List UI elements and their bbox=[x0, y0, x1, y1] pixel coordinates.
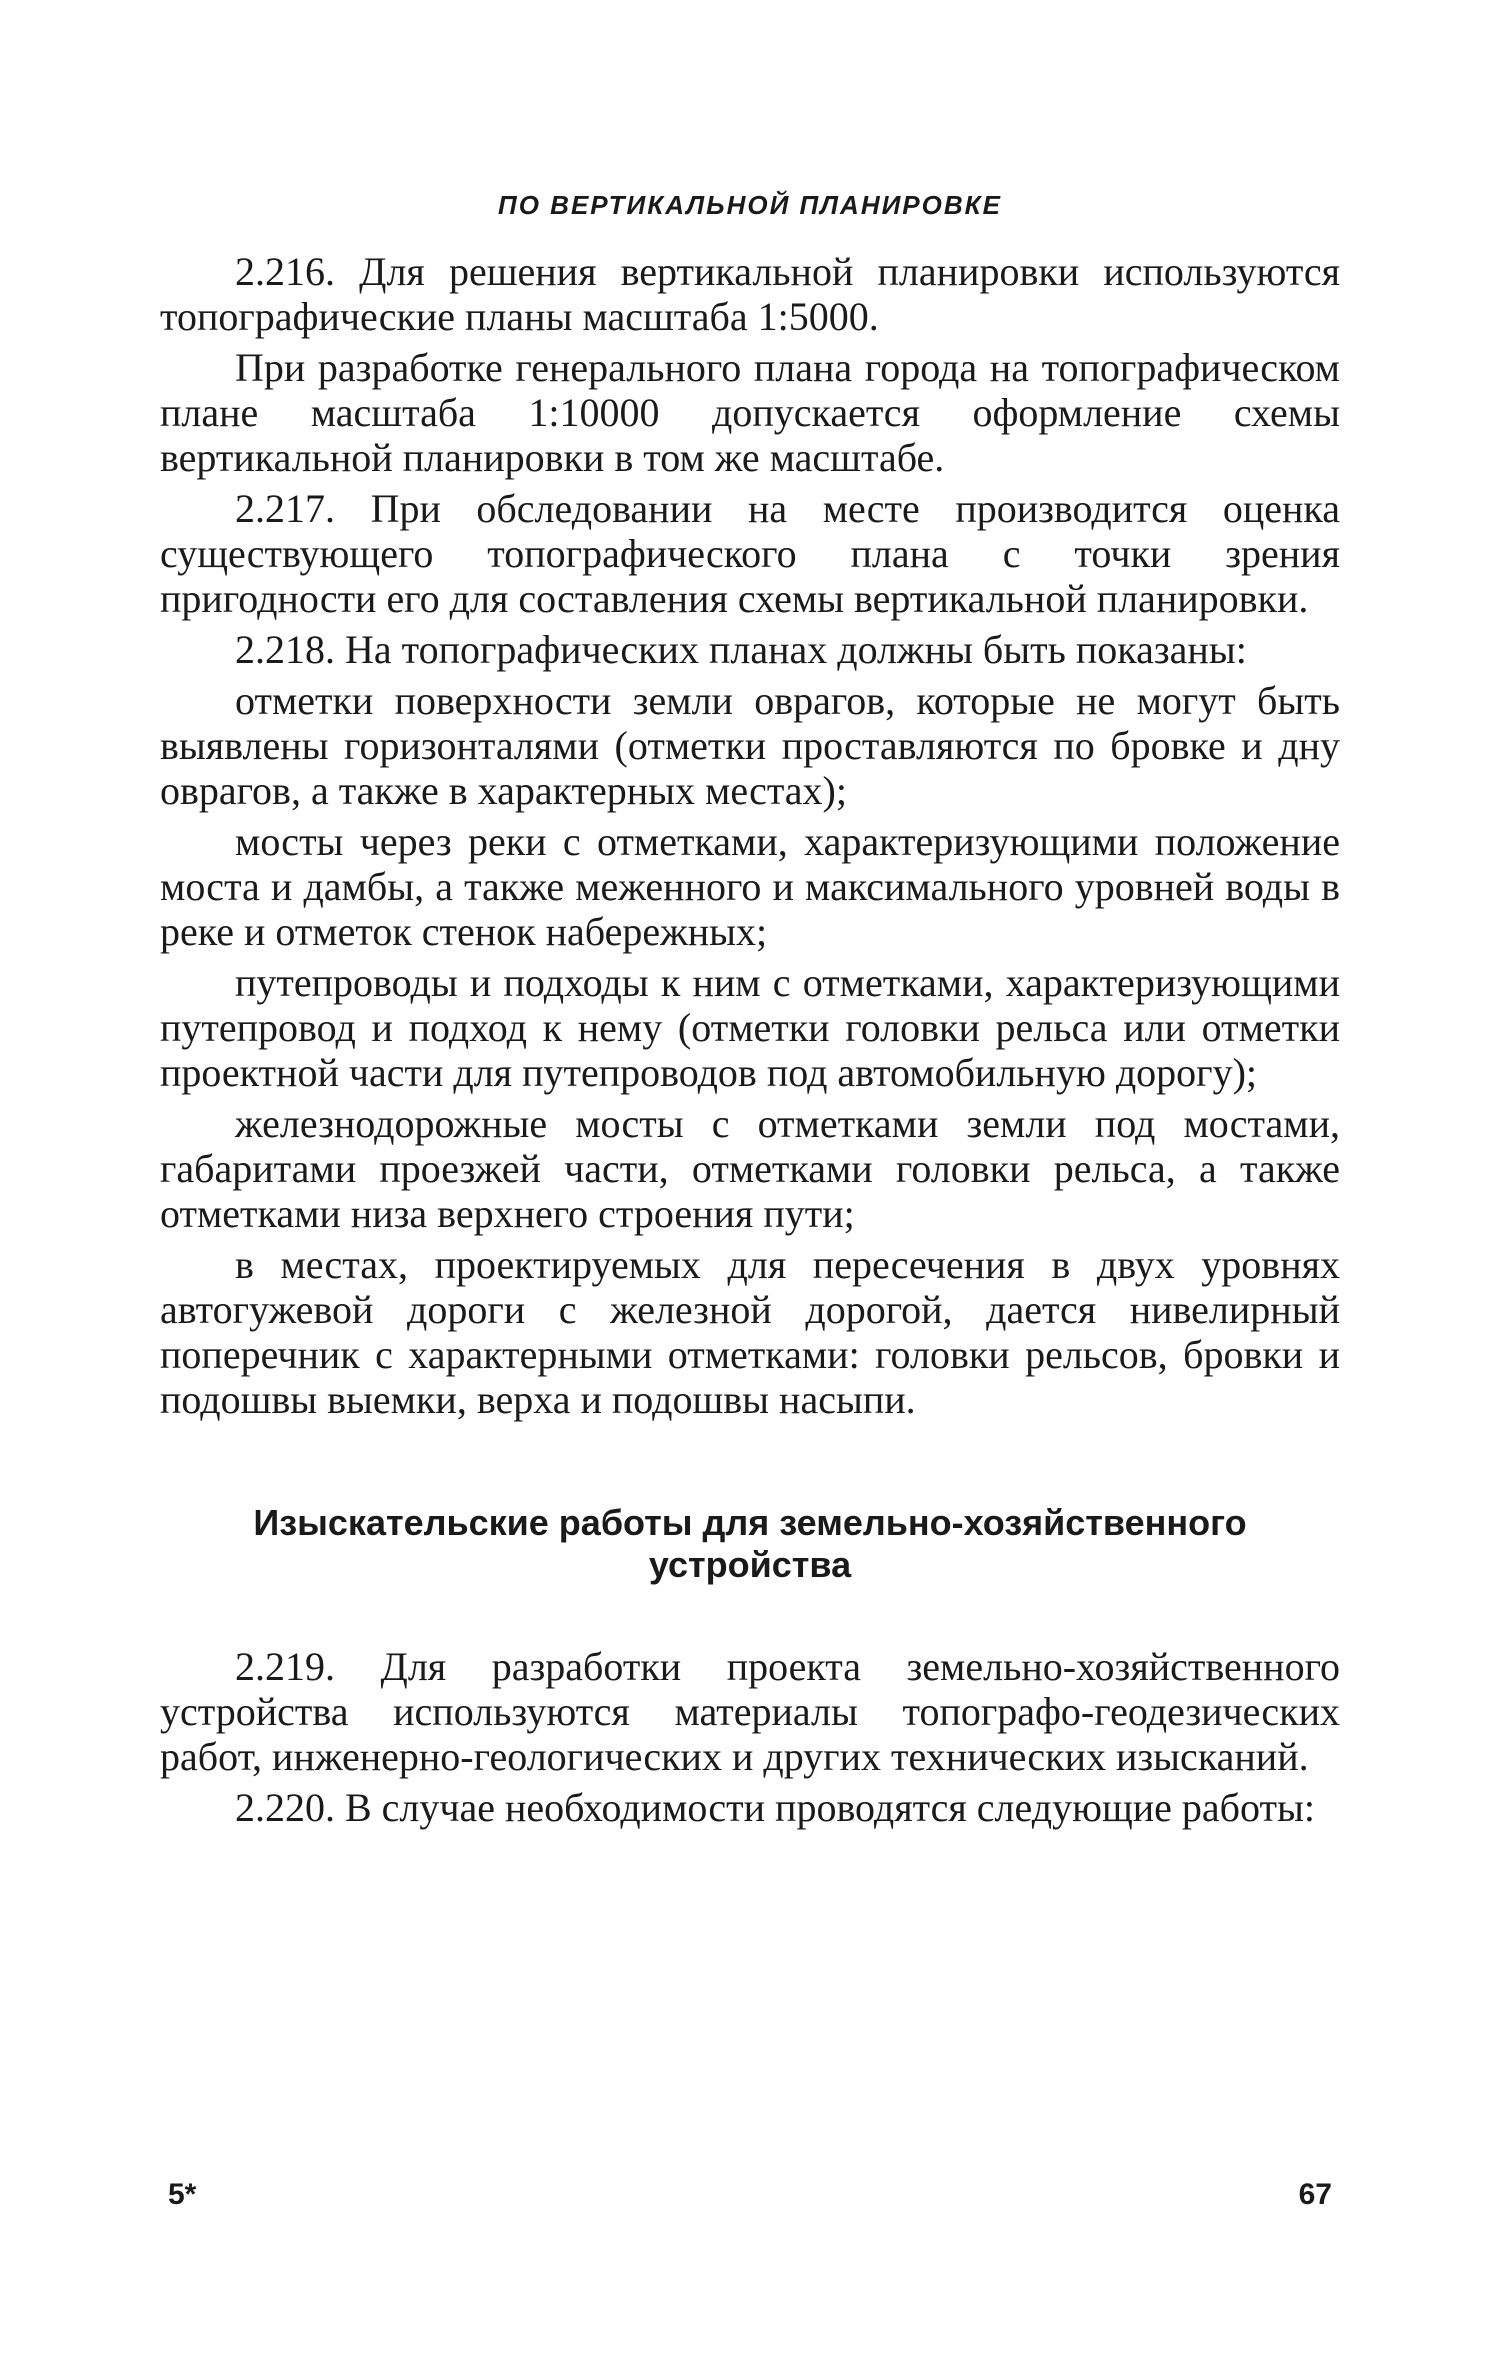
paragraph-2-220: 2.220. В случае необходимости проводятся следующие работы: bbox=[235, 1785, 1315, 1830]
list-item-crossings: в местах, проектируемых для пересечения в двух уровнях автогужевой дороги с железной дорогой, дается нивелирный поперечник с характерными отметками: головки рельсов, бровки и подошвы выемки, верха и подошвы насыпи. bbox=[160, 1242, 1340, 1422]
section-heading-line-2: устройства bbox=[648, 1544, 852, 1585]
paragraph-2-216: 2.216. Для решения вертикальной планировки используются топографические планы масштаба 1:5000. bbox=[160, 249, 1340, 339]
signature-mark: 5* bbox=[168, 2178, 197, 2211]
paragraph-2-218: 2.218. На топографических планах должны быть показаны: bbox=[235, 627, 1247, 672]
page-body bbox=[160, 190, 1340, 1830]
section-heading-line-1: Изыскательские работы для земельно-хозяйственного bbox=[253, 1502, 1247, 1543]
section-heading bbox=[160, 1502, 1340, 1586]
list-item-overpasses: путепроводы и подходы к ним с отметками, характеризующими путепровод и подход к нему (отметки головки рельса или отметки проектной части для путепроводов под автомобильную дорогу); bbox=[160, 960, 1340, 1095]
paragraph-general-plan: При разработке генерального плана города на топографическом плане масштаба 1:10000 допускается оформление схемы вертикальной планировки в том же масштабе. bbox=[160, 345, 1340, 480]
running-head: ПО ВЕРТИКАЛЬНОЙ ПЛАНИРОВКЕ bbox=[498, 190, 1002, 220]
list-item-ravines: отметки поверхности земли оврагов, которые не могут быть выявлены горизонталями (отметки проставляются по бровке и дну оврагов, а также в характерных местах); bbox=[160, 678, 1340, 813]
paragraph-2-217: 2.217. При обследовании на месте производится оценка существующего топографического плана с точки зрения пригодности его для составления схемы вертикальной планировки. bbox=[160, 486, 1340, 621]
page-number: 67 bbox=[1298, 2178, 1332, 2211]
list-item-bridges: мосты через реки с отметками, характеризующими положение моста и дамбы, а также меженного и максимального уровней воды в реке и отметок стенок набережных; bbox=[160, 819, 1340, 954]
paragraph-2-219: 2.219. Для разработки проекта земельно-хозяйственного устройства используются материалы топографо-геодезических работ, инженерно-геологических и других технических изысканий. bbox=[160, 1644, 1340, 1779]
list-item-railway-bridges: железнодорожные мосты с отметками земли под мостами, габаритами проезжей части, отметками головки рельса, а также отметками низа верхнего строения пути; bbox=[160, 1101, 1340, 1236]
